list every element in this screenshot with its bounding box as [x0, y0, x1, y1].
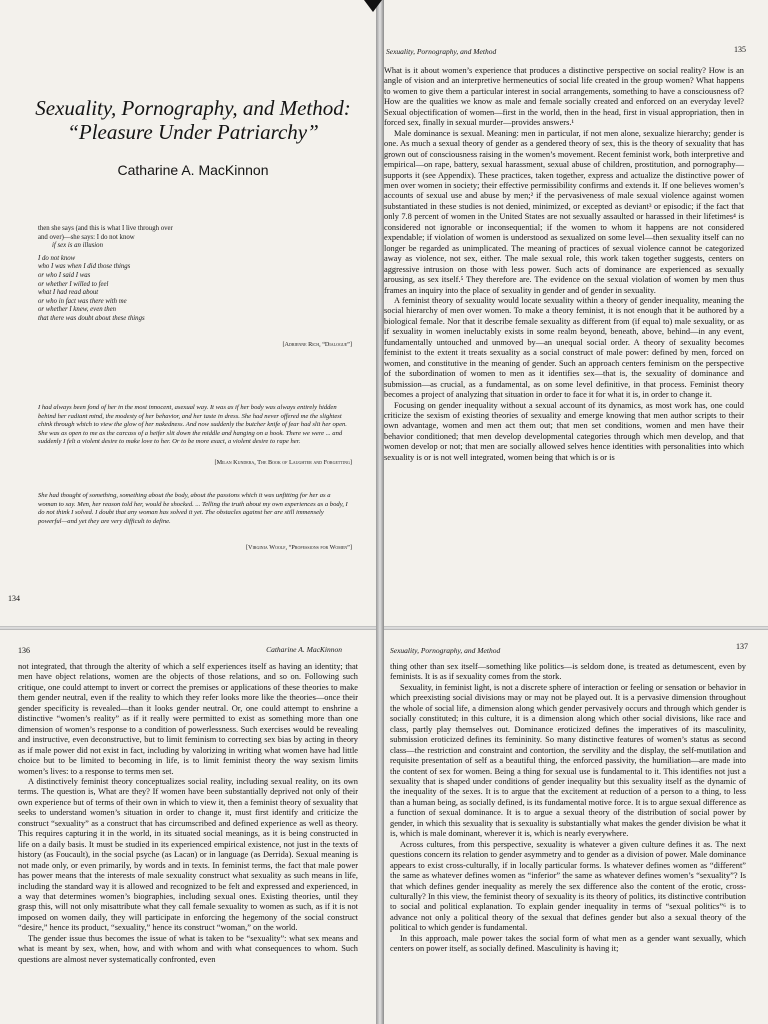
woolf-epigraph: She had thought of something, something about the body, about the passions which it was unfitting for her as a woman to say. Men, her reason told her, would be shocked. ... Telling the truth about my own experiences as a body, I do not think I solved. I doubt that any woman has solved it yet. The obstacles against her are still immensely powerful—and yet they are very difficult to define.: [38, 492, 348, 525]
paragraph: The gender issue thus becomes the issue of what is taken to be “sexuality”: what sex means and what is meant by sex, when, how, and with whom and with what consequences to whom. Such questions are almost never systematically confronted, even: [18, 933, 358, 964]
page-134: [0, 0, 378, 628]
paragraph: In this approach, male power takes the social form of what men as a gender want sexually, which centers on power itself, as socially defined. Masculinity is having it;: [390, 933, 746, 954]
book-gutter: [376, 0, 384, 1024]
page-number-134: 134: [8, 594, 20, 603]
poem-line: who I was when I did those things: [38, 263, 131, 271]
paragraph: Across cultures, from this perspective, sexuality is whatever a given culture defines it as. The next questions concern its relation to gender asymmetry and to gender as a division of power. Male dominance appears to exist cross-culturally, if in locally particular forms. Is whatever defines women as “different” the same as whatever defines women as “inferior” the same as whatever defines women’s “sexuality”? Is that which defines gender inequality as merely the sex difference also the content of the erotic, cross-culturally? In this view, the feminist theory of sexuality is its theory of politics, its distinctive contribution to social and political explanation. To explain gender inequality in terms of “sexual politics”⁶ is to advance not only a political theory of the sexual that defines gender but also a sexual theory of the political to which gender is fundamental.: [390, 839, 746, 933]
title-line-2: “Pleasure Under Patriarchy”: [67, 120, 319, 144]
running-head: Sexuality, Pornography, and Method: [390, 646, 501, 655]
poem-line: what I had read about: [38, 289, 99, 297]
page-136: [0, 628, 378, 1024]
kundera-attribution: [Milan Kundera, The Book of Laughter and Forgetting]: [214, 459, 352, 466]
poem-line: that there was doubt about these things: [38, 314, 145, 322]
kundera-epigraph: I had always been fond of her in the most innocent, asexual way. It was as if her body was always entirely hidden behind her radiant mind, the modesty of her behavior, and her taste in dress. She had never offered me the slightest chink through which to view the glow of her nakedness. And now suddenly the butcher knife of fear had slit her open. She was as open to me as the carcass of a heifer slit down the middle and hanging on a hook. There we were ... and suddenly I felt a violent desire to make love to her. Or to be more exact, a violent desire to rape her.: [38, 404, 347, 446]
running-head: Sexuality, Pornography, and Method: [386, 47, 497, 56]
body-text-135: [384, 66, 744, 463]
paragraph: not integrated, that through the alterity of which a self experiences itself as having an identity; that men have object relations, women are the objects of those relations, and so on. Following such critique, one could attempt to invert or correct the premises or applications of these theories to make them gender neutral, even if the reality to which they refer looks more like the theories—once their gender specificity is revealed—than it looks gender neutral. Or, one could attempt to enshrine a distinctive “women’s reality” as if it really were permitted to exist as something more than one dimension of women’s response to a condition of powerlessness. Such exercises would be revealing and instructive, even deconstructive, but to limit feminism to correcting sex bias by acting in theory as if male power did not exist in fact, including by valorizing in writing what women have had little choice but to be limited to becoming in life, is to limit feminist theory the way sexism limits women’s lives: to a response to terms men set.: [18, 662, 358, 776]
paragraph: thing other than sex itself—something like politics—is seldom done, is treated as detumescent, even by feminists. It is as if sexuality comes from the stork.: [390, 662, 746, 682]
chapter-author: Catharine A. MacKinnon: [117, 162, 269, 178]
page-fold: [0, 626, 768, 630]
poem-line: I do not know: [38, 254, 76, 262]
paragraph: A distinctively feminist theory conceptualizes social reality, including sexual reality, on its own terms. The question is, What are they? If women have been substantially deprived not only of their own experience but of terms of their own in which to view it, then a feminist theory of sexuality that seeks to understand women’s situation in order to change it, must first identify and criticize the construct “sexuality” as a construct that has circumscribed and defined experience as well as theory. This requires capturing it in the world, in its situated social meanings, as it is being constructed in life on a daily basis. It must be studied in its experienced empirical existence, not just in the texts of history (as Foucault), in the social psyche (as Lacan) or in language (as Derrida). Sexual meaning is not made only, or even primarily, by words and in texts. In feminist terms, the fact that male power has power means that the interests of male sexuality construct what sexuality as such means in life, including the standard way it is allowed and recognized to be felt and expressed and experienced, in a way that determines women’s biographies, including sexual ones. Existing theories, until they grasp this, will not only misattribute what they call female sexuality to women as such, as if it is not imposed on women daily, they will participate in enforcing the hegemony of the social construct “desire,” hence its product, “sexuality,” hence its construct “woman,” on the world.: [18, 776, 358, 933]
poem-attribution: [Adrienne Rich, “Dialogue”]: [282, 341, 352, 348]
scan-marker-icon: [364, 0, 382, 12]
page-137: [382, 628, 768, 1024]
poem-line: or whether I willed to feel: [38, 280, 109, 288]
woolf-attribution: [Virginia Woolf, “Professions for Women”]: [245, 544, 352, 551]
page-135: [382, 0, 768, 628]
paragraph: What is it about women’s experience that produces a distinctive perspective on social reality? How is an angle of vision and an interpretive hermeneutics of social life created in the group women? What happens to women to give them a particular interest in social arrangements, something to have a consciousness of? How are the qualities we know as male and female socially created and enforced on an everyday level? Sexual objectification of women—first in the world, then in the head, first in visual appropriation, then in forced sex, finally in sexual murder—provides answers.¹: [384, 66, 744, 128]
paragraph: Focusing on gender inequality without a sexual account of its dynamics, as most work has, one could criticize the sexism of existing theories of sexuality and emerge knowing that men author scripts to their own advantage, women and men act them out; that men set conditions, women and men have their behavior conditioned; that men develop developmental categories through which men develop, and that women develop or not; that men are socially allowed selves hence identities with personalities into which sexuality is or is not well integrated, women being that which is or is: [384, 400, 744, 462]
poem-line: and over)—she says: I do not know: [38, 233, 135, 241]
paragraph: A feminist theory of sexuality would locate sexuality within a theory of gender inequality, meaning the social hierarchy of men over women. To make a theory feminist, it is not enough that it be authored by a biological female. Nor that it describe female sexuality as different from (if equal to) male sexuality, or as if sexuality in women ineluctably exists in some realm beyond, beneath, above, behind—in any event, fundamentally untouched and unmoved by—an unequal social order. A theory of sexuality becomes feminist to the extent it treats sexuality as a social construct of male power: defined by men, forced on women, and constitutive in the meaning of gender. Such an approach centers feminism on the perspective of the subordination of women to men as it identifies sex—that is, the sexuality of dominance and submission—as crucial, as a fundamental, as on some level definitive, in that process. Feminist theory becomes a project of analyzing that situation in order to face it for what it is, in order to change it.: [384, 295, 744, 400]
poem-line: or who I said I was: [38, 271, 91, 279]
paragraph: Male dominance is sexual. Meaning: men in particular, if not men alone, sexualize hierarchy; gender is one. As much a sexual theory of gender as a gendered theory of sex, this is the theory of sexuality that has grown out of consciousness raising in the women’s movement. Recent feminist work, both interpretive and empirical—on rape, battery, sexual harassment, sexual abuse of children, prostitution, and pornography—supports it (see Appendix). These practices, taken together, express and actualize the distinctive power of men over women in society; their effective permissibility confirms and extends it. If one believes women’s accounts of sexual use and abuse by men;² if the pervasiveness of male sexual violence against women substantiated in these studies is not denied, minimized, or excepted as deviant³ or episodic; if the fact that only 7.8 percent of women in the United States are not sexually assaulted or harassed in their lifetimes⁴ is considered not ignorable or inconsequential; if the women to whom it happens are not considered expendable; if violation of women is understood as sexualized on some level—then sexuality itself can no longer be regarded as unimplicated. The meaning of practices of sexual violence cannot be categorized away as violence, not sex, either. The male sexual role, this work taken together suggests, centers on aggressive intrusion on those with less power. Such acts of dominance are experienced as sexually arousing, as sex itself.⁵ They therefore are. The evidence on the sexual violation of women by men thus frames an inquiry into the place of sexuality in gender and of gender in sexuality.: [384, 128, 744, 295]
body-text-136: [18, 662, 358, 965]
poem-line: then she says (and this is what I live through over: [38, 225, 173, 232]
page-number-136: 136: [18, 646, 30, 655]
poem-line: if sex is an illusion: [52, 242, 103, 250]
body-text-137: [390, 662, 746, 955]
title-line-1: Sexuality, Pornography, and Method:: [35, 96, 351, 120]
poem-epigraph: [38, 225, 338, 324]
paragraph: Sexuality, in feminist light, is not a discrete sphere of interaction or feeling or sensation or behavior in which preexisting social divisions may or may not be played out. It is a pervasive dimension throughout the whole of social life, a dimension along which gender pervasively occurs and through which gender is socially constituted; in this culture, it is a dimension along which other social divisions, like race and class, partly play themselves out. Dominance eroticized defines the imperatives of its masculinity, submission eroticized defines its femininity. So many distinctive features of women’s status as second class—the restriction and constraint and contortion, the servility and the display, the self-mutilation and requisite presentation of self as a beautiful thing, the enforced passivity, the humiliation—are made into the content of sex for women. Being a thing for sexual use is fundamental to it. This identifies not just a sexuality that is shaped under conditions of gender inequality but this sexuality itself as the dynamic of the inequality of the sexes. It is to argue that the excitement at reduction of a person to a thing, to less than a human being, as socially defined, is its fundamental motive force. It is to argue sexual difference as a function of sexual dominance. It is to argue a sexual theory of the distribution of social power by gender, in which this sexuality that is sexuality is substantially what makes the gender division be what it is, which is male dominant, wherever it is, which is nearly everywhere.: [390, 682, 746, 839]
page-number-137: 137: [736, 642, 748, 651]
running-head: Catharine A. MacKinnon: [266, 645, 342, 654]
chapter-title: [28, 96, 358, 144]
page-number-135: 135: [734, 45, 746, 54]
poem-line: or whether I knew, even then: [38, 306, 117, 314]
poem-line: or who in fact was there with me: [38, 297, 127, 305]
